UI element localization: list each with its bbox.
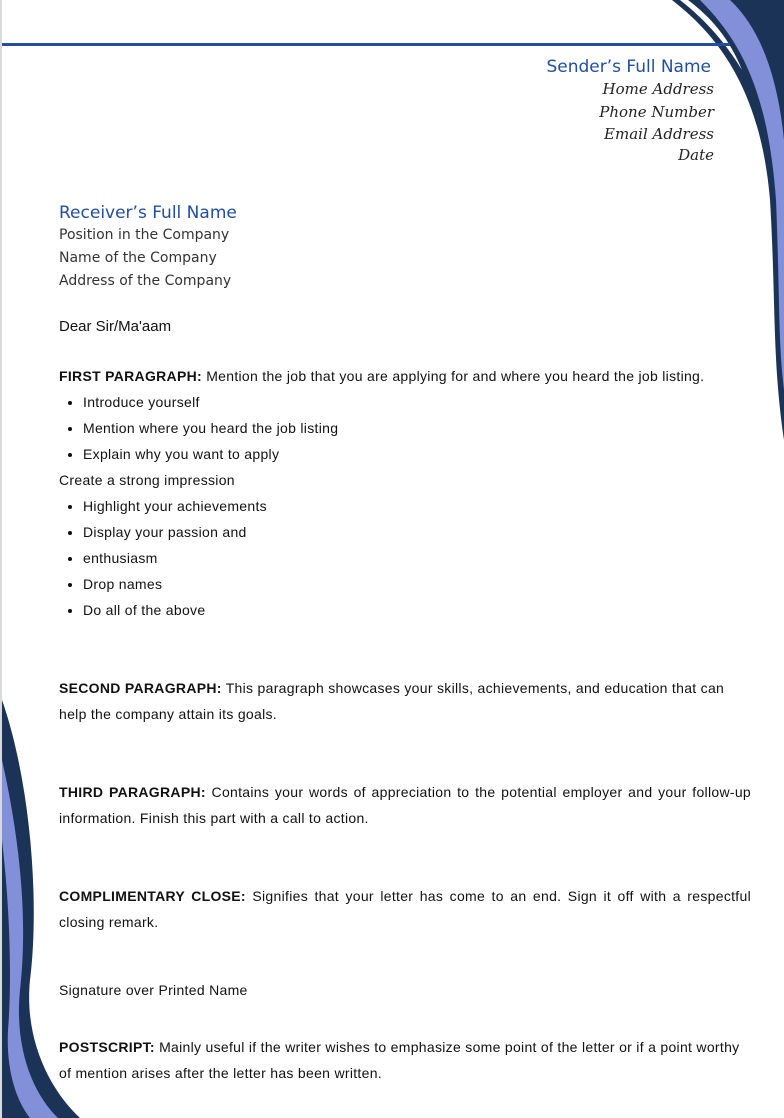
third-paragraph-label: THIRD PARAGRAPH: (59, 784, 206, 800)
sender-date: Date (678, 145, 714, 164)
second-paragraph-label: SECOND PARAGRAPH: (59, 680, 222, 696)
signature-line: Signature over Printed Name (59, 982, 248, 998)
postscript (59, 1034, 751, 1086)
second-paragraph-text: This paragraph showcases your skills, achievements, and education that can help the company attain its goals. (59, 680, 725, 722)
list-item: • Introduce yourself (83, 389, 751, 415)
receiver-block (59, 202, 237, 293)
first-paragraph-bullets-a (59, 389, 751, 467)
complimentary-close-label: COMPLIMENTARY CLOSE: (59, 888, 246, 904)
second-paragraph (59, 675, 751, 727)
third-paragraph (59, 779, 751, 831)
list-item: • Highlight your achievements (83, 493, 751, 519)
list-item: • Display your passion and (83, 519, 751, 545)
salutation: Dear Sir/Ma'aam (59, 318, 172, 335)
first-paragraph-label: FIRST PARAGRAPH: (59, 368, 202, 384)
receiver-position: Position in the Company (59, 227, 230, 243)
third-paragraph-text: Contains your words of appreciation to the potential employer and your follow-up information. Finish this part with a call to action. (59, 784, 751, 826)
sender-email: Email Address (604, 125, 714, 143)
sender-name: Sender’s Full Name (546, 57, 711, 77)
first-paragraph-subheading: Create a strong impression (59, 472, 235, 488)
sender-phone: Phone Number (599, 102, 714, 121)
receiver-address: Address of the Company (59, 273, 232, 289)
top-rule (2, 43, 730, 46)
complimentary-close (59, 883, 751, 935)
receiver-company: Name of the Company (59, 250, 217, 266)
list-item: • enthusiasm (83, 545, 751, 571)
sender-home-address: Home Address (602, 80, 714, 98)
first-paragraph-text: Mention the job that you are applying for and where you heard the job listing. (206, 368, 705, 384)
first-paragraph (59, 363, 751, 623)
sender-block (546, 56, 714, 165)
complimentary-close-text: Signifies that your letter has come to an end. Sign it off with a respectful closing remark. (59, 888, 751, 930)
list-item: • Drop names (83, 571, 751, 597)
list-item: • Mention where you heard the job listing (83, 415, 751, 441)
first-paragraph-bullets-b (59, 493, 751, 623)
list-item: • Do all of the above (83, 597, 751, 623)
postscript-label: POSTSCRIPT: (59, 1039, 155, 1055)
receiver-name: Receiver’s Full Name (59, 203, 237, 223)
postscript-text: Mainly useful if the writer wishes to emphasize some point of the letter or if a point worthy of mention arises after the letter has been written. (59, 1039, 740, 1081)
list-item: • Explain why you want to apply (83, 441, 751, 467)
